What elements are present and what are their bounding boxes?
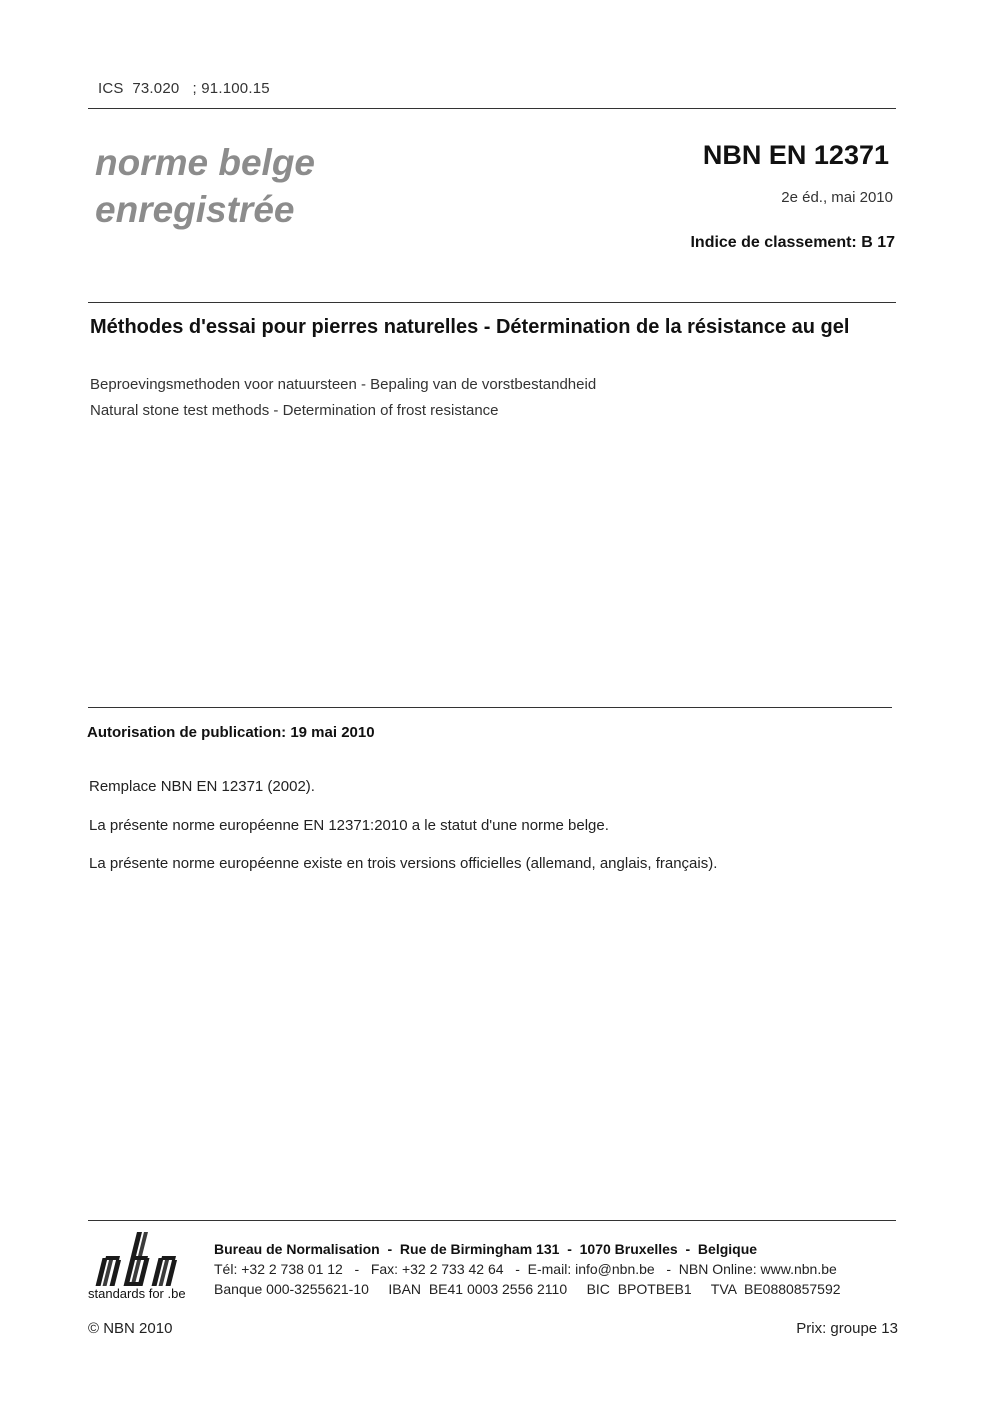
- footer-bank: Banque 000-3255621-10 IBAN BE41 0003 2556 2110 BIC BPOTBEB1 TVA BE0880857592: [214, 1281, 841, 1297]
- footer-address: Bureau de Normalisation - Rue de Birmingham 131 - 1070 Bruxelles - Belgique: [214, 1241, 758, 1257]
- top-rule: [88, 108, 896, 109]
- status-line-2: enregistrée: [95, 189, 295, 230]
- publication-rule: [88, 707, 892, 708]
- standard-number: NBN EN 12371: [702, 140, 889, 170]
- logo-tagline: standards for .be: [88, 1286, 186, 1301]
- replaces-paragraph: Remplace NBN EN 12371 (2002).: [89, 778, 315, 795]
- title-dutch: Beproevingsmethoden voor natuursteen - Bepaling van de vorstbestandheid: [90, 376, 597, 393]
- title-french: Méthodes d'essai pour pierres naturelles - Détermination de la résistance au gel: [90, 316, 850, 338]
- edition-info: 2e éd., mai 2010: [781, 189, 893, 206]
- price-group: Prix: groupe 13: [796, 1320, 898, 1337]
- footer-rule: [88, 1220, 896, 1221]
- title-top-rule: [88, 302, 896, 303]
- copyright: © NBN 2010: [88, 1320, 173, 1337]
- title-english: Natural stone test methods - Determination of frost resistance: [90, 402, 499, 419]
- ics-codes: ICS 73.020 ; 91.100.15: [98, 80, 270, 97]
- status-line-1: norme belge: [95, 142, 315, 183]
- status-paragraph: La présente norme européenne EN 12371:2010 a le statut d'une norme belge.: [89, 817, 609, 834]
- publication-authorization: Autorisation de publication: 19 mai 2010: [87, 724, 375, 741]
- footer-contact: Tél: +32 2 738 01 12 - Fax: +32 2 733 42 64 - E-mail: info@nbn.be - NBN Online: www.nbn.be: [214, 1261, 837, 1277]
- nbn-logo: [86, 1228, 201, 1306]
- versions-paragraph: La présente norme européenne existe en trois versions officielles (allemand, anglais, français).: [89, 855, 718, 872]
- classification-index: Indice de classement: B 17: [690, 234, 895, 251]
